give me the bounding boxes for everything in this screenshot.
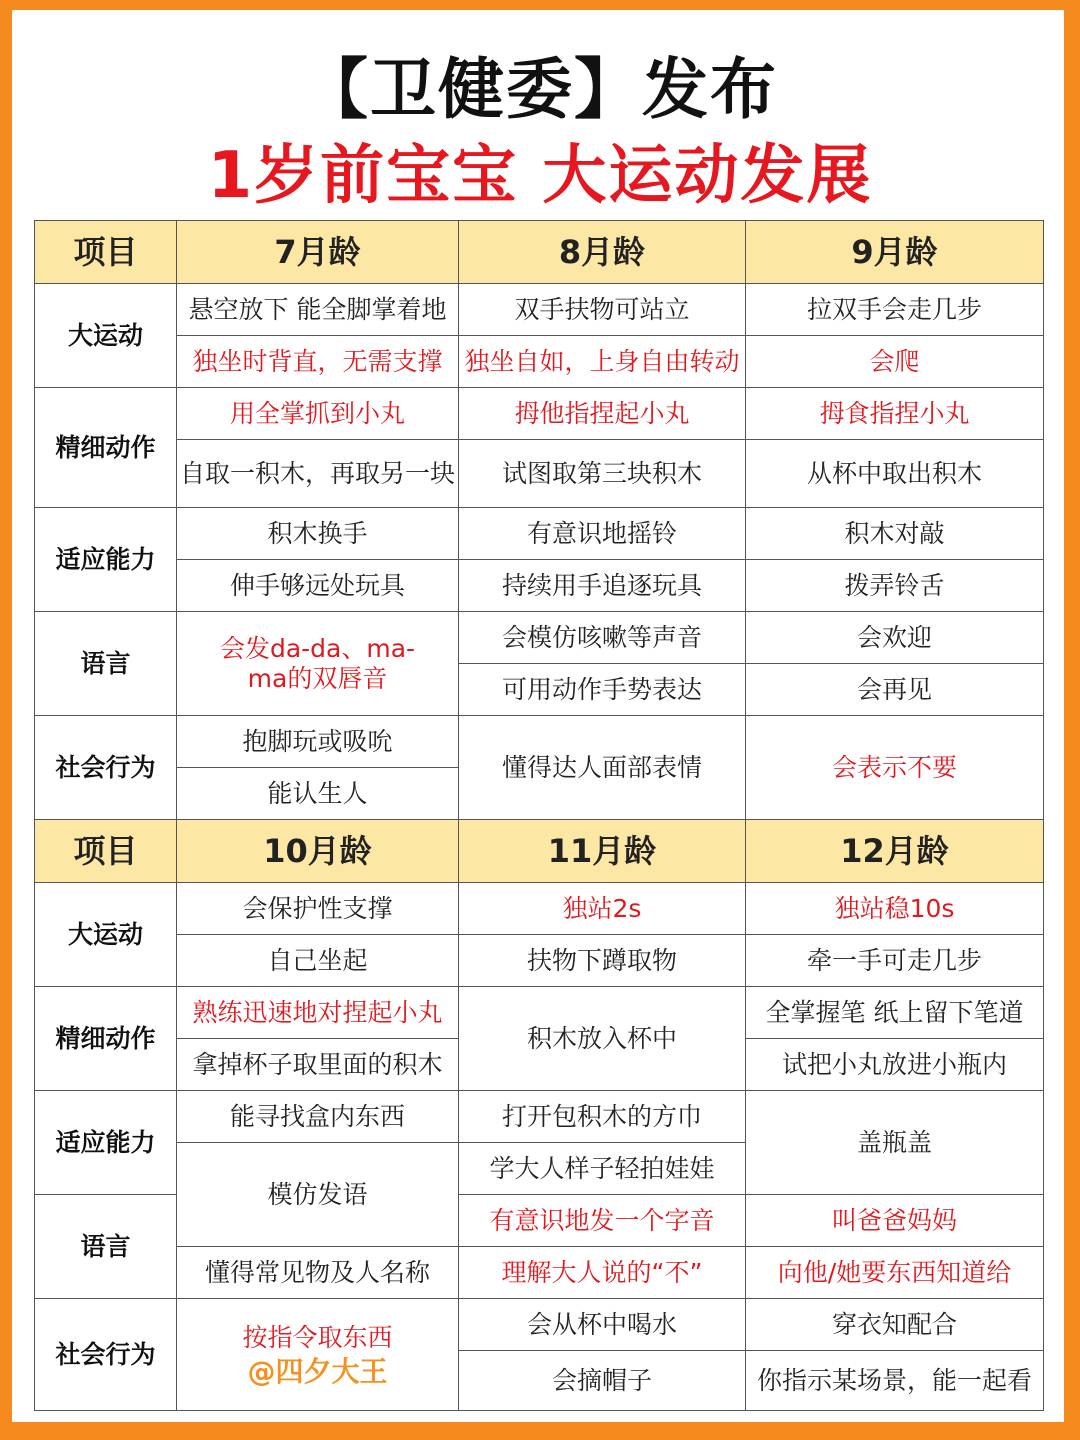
table-cell: 你指示某场景，能一起看 <box>746 1351 1044 1411</box>
header-item: 项目 <box>35 820 177 883</box>
table-cell: 悬空放下 能全脚掌着地 <box>177 284 459 336</box>
table-cell: 懂得常见物及人名称 <box>177 1247 459 1299</box>
table-cell: 独站2s <box>459 883 746 935</box>
table-cell: 拿掉杯子取里面的积木 <box>177 1039 459 1091</box>
table-row <box>35 612 1044 664</box>
header-month-7: 7月龄 <box>177 221 459 284</box>
table-cell: 会保护性支撑 <box>177 883 459 935</box>
table-cell: 模仿发语 <box>177 1143 459 1247</box>
development-table <box>34 220 1044 1411</box>
table-cell: 会发da-da、ma-ma的双唇音 <box>177 612 459 716</box>
table-cell: 有意识地摇铃 <box>459 508 746 560</box>
table-row <box>35 440 1044 508</box>
table-cell: 懂得达人面部表情 <box>459 716 746 820</box>
table-cell: 积木放入杯中 <box>459 987 746 1091</box>
category-adaptive: 适应能力 <box>35 1091 177 1195</box>
table-cell: 会摘帽子 <box>459 1351 746 1411</box>
header-month-10: 10月龄 <box>177 820 459 883</box>
category-gross-motor: 大运动 <box>35 284 177 388</box>
table-cell: 抱脚玩或吸吮 <box>177 716 459 768</box>
table-cell: 独坐自如，上身自由转动 <box>459 336 746 388</box>
category-language: 语言 <box>35 1195 177 1299</box>
table-cell: 会模仿咳嗽等声音 <box>459 612 746 664</box>
table-cell: 有意识地发一个字音 <box>459 1195 746 1247</box>
table-row <box>35 935 1044 987</box>
table-header-row <box>35 221 1044 284</box>
table-cell: 叫爸爸妈妈 <box>746 1195 1044 1247</box>
category-fine-motor: 精细动作 <box>35 388 177 508</box>
table-cell: 牵一手可走几步 <box>746 935 1044 987</box>
table-cell: 理解大人说的“不” <box>459 1247 746 1299</box>
table-cell: 持续用手追逐玩具 <box>459 560 746 612</box>
table-cell: 试把小丸放进小瓶内 <box>746 1039 1044 1091</box>
table-cell: 按指令取东西 <box>242 1322 393 1352</box>
table-row <box>35 987 1044 1039</box>
category-social: 社会行为 <box>35 716 177 820</box>
header-item: 项目 <box>35 221 177 284</box>
table-cell: 积木对敲 <box>746 508 1044 560</box>
category-social: 社会行为 <box>35 1299 177 1411</box>
table-cell: 拨弄铃舌 <box>746 560 1044 612</box>
category-language: 语言 <box>35 612 177 716</box>
category-gross-motor: 大运动 <box>35 883 177 987</box>
table-cell: 能寻找盒内东西 <box>177 1091 459 1143</box>
table-row <box>35 883 1044 935</box>
table-cell: 扶物下蹲取物 <box>459 935 746 987</box>
table-cell: 可用动作手势表达 <box>459 664 746 716</box>
table-cell: 从杯中取出积木 <box>746 440 1044 508</box>
table-cell: 打开包积木的方巾 <box>459 1091 746 1143</box>
page-title: 【卫健委】发布 <box>302 51 778 128</box>
header-month-12: 12月龄 <box>746 820 1044 883</box>
table-cell: 会欢迎 <box>746 612 1044 664</box>
page-subtitle: 1岁前宝宝 大运动发展 <box>207 139 873 213</box>
table-row <box>35 1091 1044 1143</box>
table-cell: 会表示不要 <box>746 716 1044 820</box>
table-row <box>35 1247 1044 1299</box>
table-cell: 双手扶物可站立 <box>459 284 746 336</box>
header-month-8: 8月龄 <box>459 221 746 284</box>
header-month-9: 9月龄 <box>746 221 1044 284</box>
table-cell: 能认生人 <box>177 768 459 820</box>
table-cell: 拇食指捏小丸 <box>746 388 1044 440</box>
watermark-text: @四夕大王 <box>247 1354 388 1388</box>
table-row <box>35 388 1044 440</box>
table-cell: 积木换手 <box>177 508 459 560</box>
table-cell: 自取一积木，再取另一块 <box>177 440 459 508</box>
table-cell: 会再见 <box>746 664 1044 716</box>
table-row <box>35 716 1044 768</box>
table-cell: 学大人样子轻拍娃娃 <box>459 1143 746 1195</box>
category-adaptive: 适应能力 <box>35 508 177 612</box>
header-month-11: 11月龄 <box>459 820 746 883</box>
table-row <box>35 336 1044 388</box>
table-cell: 拇他指捏起小丸 <box>459 388 746 440</box>
table-row <box>35 560 1044 612</box>
table-cell: 用全掌抓到小丸 <box>177 388 459 440</box>
table-cell: 全掌握笔 纸上留下笔道 <box>746 987 1044 1039</box>
table-row <box>35 1299 1044 1351</box>
table-cell: 试图取第三块积木 <box>459 440 746 508</box>
table-cell-with-watermark <box>177 1299 459 1411</box>
table-cell: 自己坐起 <box>177 935 459 987</box>
table-cell: 独站稳10s <box>746 883 1044 935</box>
table-header-row <box>35 820 1044 883</box>
table-cell: 向他/她要东西知道给 <box>746 1247 1044 1299</box>
table-row <box>35 284 1044 336</box>
table-cell: 拉双手会走几步 <box>746 284 1044 336</box>
table-cell: 伸手够远处玩具 <box>177 560 459 612</box>
table-cell: 独坐时背直，无需支撑 <box>177 336 459 388</box>
category-fine-motor: 精细动作 <box>35 987 177 1091</box>
table-cell: 会爬 <box>746 336 1044 388</box>
table-cell: 会从杯中喝水 <box>459 1299 746 1351</box>
table-cell: 穿衣知配合 <box>746 1299 1044 1351</box>
table-row <box>35 508 1044 560</box>
table-cell: 熟练迅速地对捏起小丸 <box>177 987 459 1039</box>
table-cell: 盖瓶盖 <box>746 1091 1044 1195</box>
